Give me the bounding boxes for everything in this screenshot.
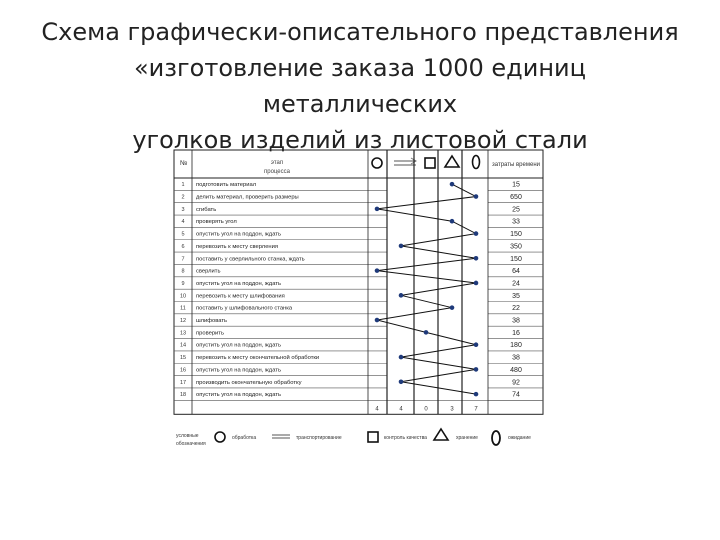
row-number: 7 [181,256,185,263]
row-number: 1 [181,182,185,189]
row-stage: опустить угол на поддон, ждать [196,392,281,399]
total-count: 4 [399,406,403,413]
table-row [181,219,520,226]
flow-point [474,194,479,199]
legend-label-transport: транспортирование [296,435,342,441]
storage-triangle-icon [445,156,459,167]
row-number: 12 [179,318,187,325]
flow-point [474,342,479,347]
row-time: 35 [512,292,520,300]
legend-title-1: условные [176,433,199,439]
row-time: 74 [512,391,520,399]
row-stage: подготовить материал [196,182,257,189]
flow-point [474,281,479,286]
row-number: 17 [179,379,187,386]
row-stage: делить материал, проверить размеры [196,194,299,201]
table-row [180,354,520,362]
table-row [181,243,521,250]
legend-control-square-icon [368,432,378,442]
table-row [181,268,520,275]
row-stage: опустить угол на поддон, ждать [196,231,281,238]
control-square-icon [425,158,435,168]
flow-point [399,244,404,249]
title-line-3: уголков изделий из листовой стали [132,126,588,154]
legend-title-2: обозначения [176,441,206,447]
total-count: 4 [375,406,379,413]
flow-point [399,379,404,384]
row-time: 16 [512,329,520,337]
row-stage: поставить у шлифовального станка [196,305,293,312]
flow-point [450,305,455,310]
row-number: 5 [181,231,185,238]
flow-point [399,293,404,298]
table-row [181,206,520,213]
legend-label-operation: обработка [232,435,257,441]
table-header [180,156,540,176]
legend-operation-circle-icon [215,432,225,442]
row-stage: проверять угол [196,219,237,226]
flow-line [375,182,479,397]
title-line-2: «изготовление заказа 1000 единиц металлических [134,54,586,118]
row-number: 18 [179,392,187,399]
transport-arrow-icon [394,158,416,165]
flow-point [474,367,479,372]
row-time: 25 [512,206,520,214]
row-time: 22 [512,305,520,313]
row-stage: перевозить к месту сверления [196,243,278,250]
operation-circle-icon [372,158,382,168]
row-number: 13 [179,330,187,337]
flow-point [474,256,479,261]
table-row [181,182,520,189]
row-number: 6 [181,243,185,250]
title-line-1: Схема графически-описательного представления [41,18,679,46]
legend-transport-arrow-icon [272,435,290,438]
row-time: 650 [510,194,522,202]
table-row [180,318,520,325]
row-stage: опустить угол на поддон, ждать [196,367,281,374]
total-count: 7 [474,406,478,413]
row-time: 480 [510,366,522,374]
flow-point [450,219,455,224]
row-time: 15 [512,181,520,189]
row-stage: сгибать [196,206,217,213]
row-stage: перевозить к месту шлифования [196,293,285,300]
table-row [180,330,520,337]
row-stage: перевозить к месту окончательной обработки [196,355,320,362]
row-number: 8 [181,268,185,275]
row-time: 180 [510,342,522,350]
row-time: 150 [510,231,522,239]
row-number: 4 [181,219,185,226]
row-number: 15 [179,355,187,362]
table-rows [180,182,522,399]
row-time: 38 [512,317,520,325]
flow-point [474,392,479,397]
row-stage: сверлить [196,268,221,275]
row-time: 33 [512,218,520,226]
legend [176,429,531,447]
table-row [180,305,520,312]
row-stage: шлифовать [196,318,228,325]
row-number: 11 [180,305,186,312]
row-number: 3 [181,206,185,213]
flow-point [424,330,429,335]
row-stage: проверить [196,330,224,337]
row-stage: опустить угол на поддон, ждать [196,342,281,349]
flow-point [375,207,380,212]
table-row [180,379,520,386]
flow-point [450,182,455,187]
delay-d-icon [473,156,480,169]
flow-point [375,318,380,323]
table-row [180,293,520,300]
row-time: 350 [510,243,522,251]
flow-path [377,184,476,394]
flow-point [474,231,479,236]
row-stage: поставить у сверлильного станка, ждать [196,256,305,263]
row-time: 38 [512,354,520,362]
row-stage: опустить угол на поддон, ждать [196,280,281,287]
row-number: 16 [179,367,187,374]
row-number: 14 [179,342,187,349]
row-time: 24 [512,280,520,288]
row-time: 92 [512,379,520,387]
flow-point [375,268,380,273]
row-time: 150 [510,255,522,263]
header-stage-2: процесса [264,169,290,175]
legend-label-delay: ожидание [508,435,531,441]
header-stage-1: этап [270,160,284,166]
row-time: 64 [512,268,520,276]
totals-row [375,406,478,412]
header-time: затраты времени [492,162,540,168]
total-count: 0 [424,406,428,413]
flow-point [399,355,404,360]
legend-delay-d-icon [492,431,500,445]
row-stage: производить окончательную обработку [196,379,302,386]
row-number: 10 [179,293,187,300]
legend-label-storage: хранение [456,435,478,441]
row-number: 2 [181,194,185,201]
legend-storage-triangle-icon [434,429,448,440]
legend-label-control: контроль качества [384,435,427,441]
total-count: 3 [450,406,454,413]
row-number: 9 [181,280,185,287]
header-num: № [180,160,188,167]
